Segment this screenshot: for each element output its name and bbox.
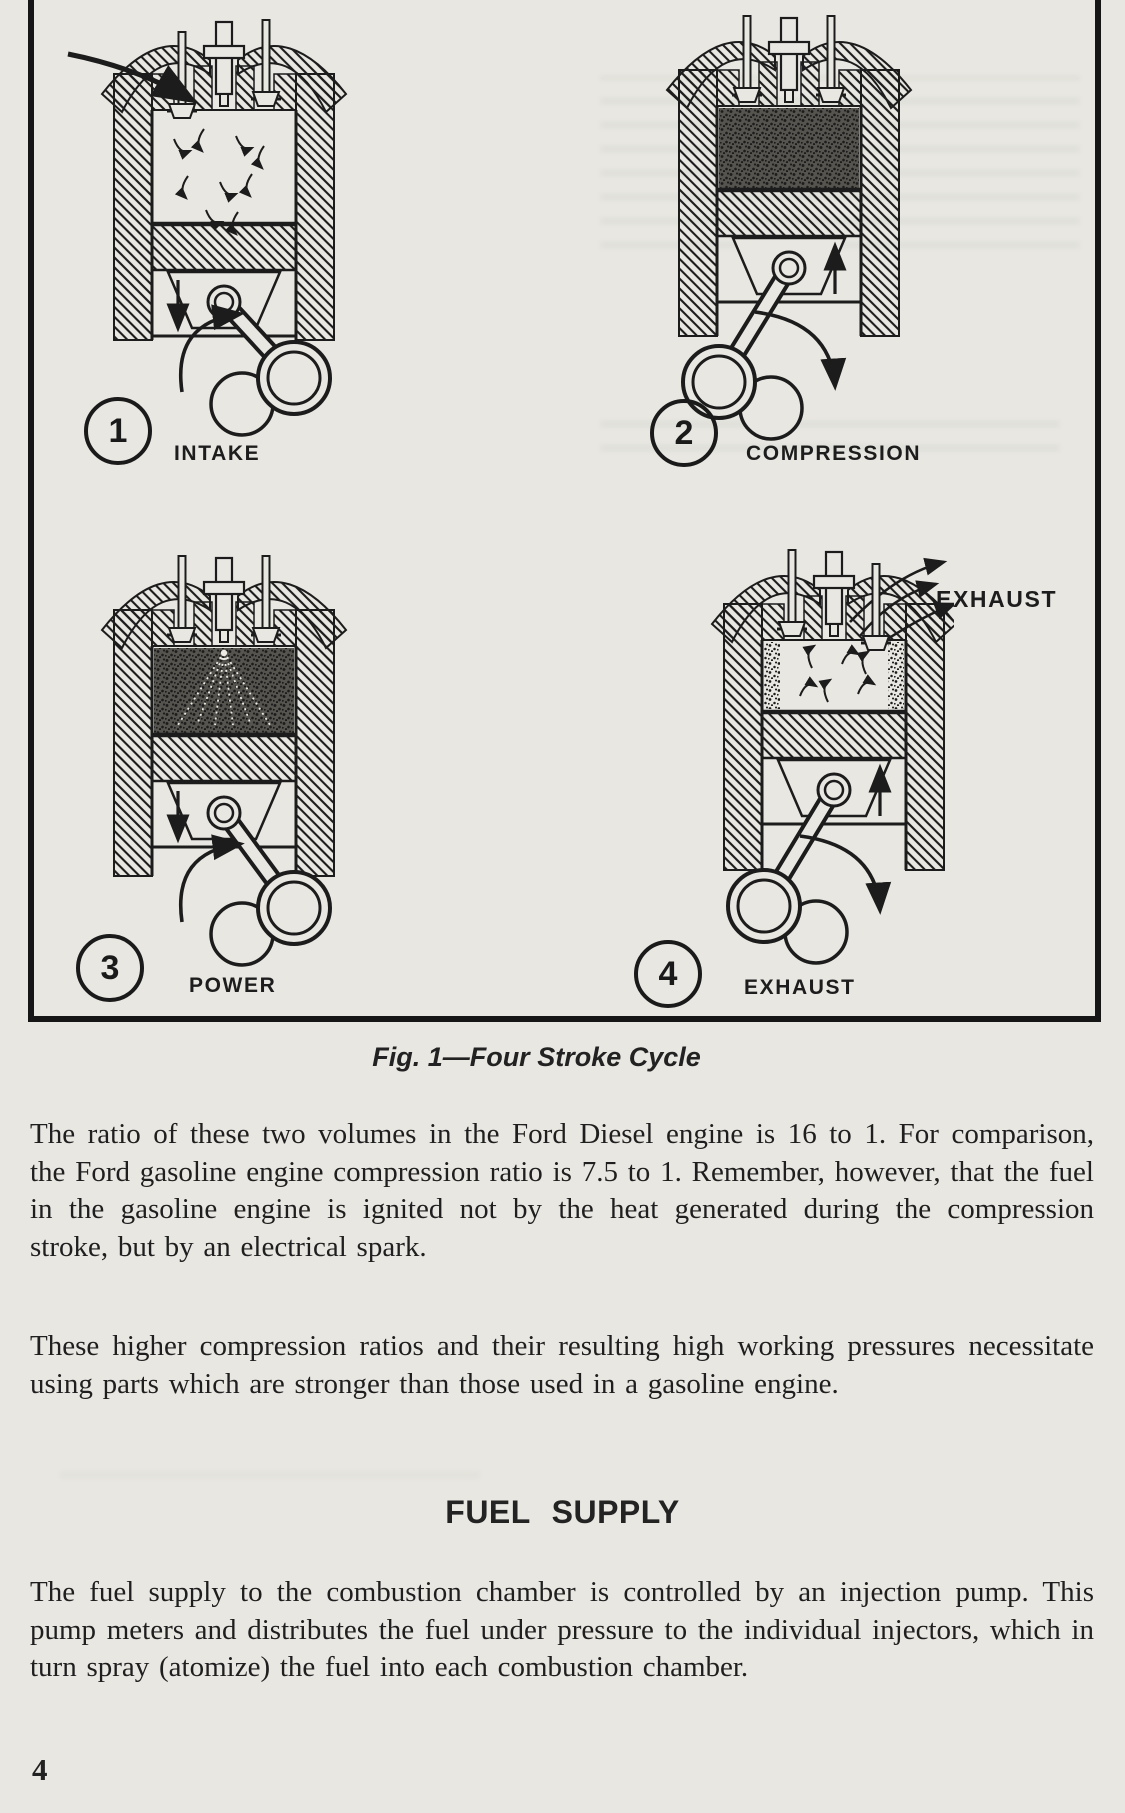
- stroke-label-compression: COMPRESSION: [746, 442, 922, 465]
- stroke-number-3: 3: [76, 934, 144, 1002]
- engine-diagram-compression: [594, 10, 924, 459]
- stroke-number-4: 4: [634, 940, 702, 1008]
- body-paragraph-1: The ratio of these two volumes in the Ford Diesel engine is 16 to 1. For comparison, the Ford gasoline engine compression ratio is 7.5 to 1. Remember, however, that the fuel in the gasoline engine is ignited not by the heat generated during the compression stroke, but by an electrical spark.: [30, 1118, 1094, 1263]
- stroke-number-2: 2: [650, 399, 718, 467]
- engine-diagram-power: [66, 550, 366, 985]
- engine-diagram-art-exhaust: [624, 544, 954, 978]
- engine-diagram-intake: [64, 14, 364, 455]
- stroke-label-intake: INTAKE: [174, 442, 261, 465]
- page-number: 4: [32, 1752, 48, 1787]
- body-paragraph-2: These higher compression ratios and their resulting high working pressures necessitate using parts which are stronger than those used in a gasoline engine.: [30, 1330, 1094, 1400]
- exhaust-flow-annotation: EXHAUST: [936, 586, 1058, 612]
- engine-diagram-exhaust: [624, 544, 954, 983]
- figure-caption: Fig. 1—Four Stroke Cycle: [372, 1042, 701, 1072]
- engine-diagram-art-compression: [594, 10, 924, 454]
- figure-box: [28, 0, 1101, 1022]
- engine-diagram-art-power: [66, 550, 366, 980]
- section-heading-fuel-supply: FUEL SUPPLY: [445, 1494, 680, 1530]
- stroke-number-1: 1: [84, 397, 152, 465]
- print-bleed-artifact: [60, 1455, 480, 1495]
- stroke-label-power: POWER: [189, 974, 277, 997]
- stroke-label-exhaust: EXHAUST: [744, 976, 856, 999]
- engine-diagram-art-intake: [64, 14, 364, 450]
- body-paragraph-3: The fuel supply to the combustion chamber is controlled by an injection pump. This pump meters and distributes the fuel under pressure to the individual injectors, which in turn spray (atomize) the fuel into each combustion chamber.: [30, 1576, 1094, 1683]
